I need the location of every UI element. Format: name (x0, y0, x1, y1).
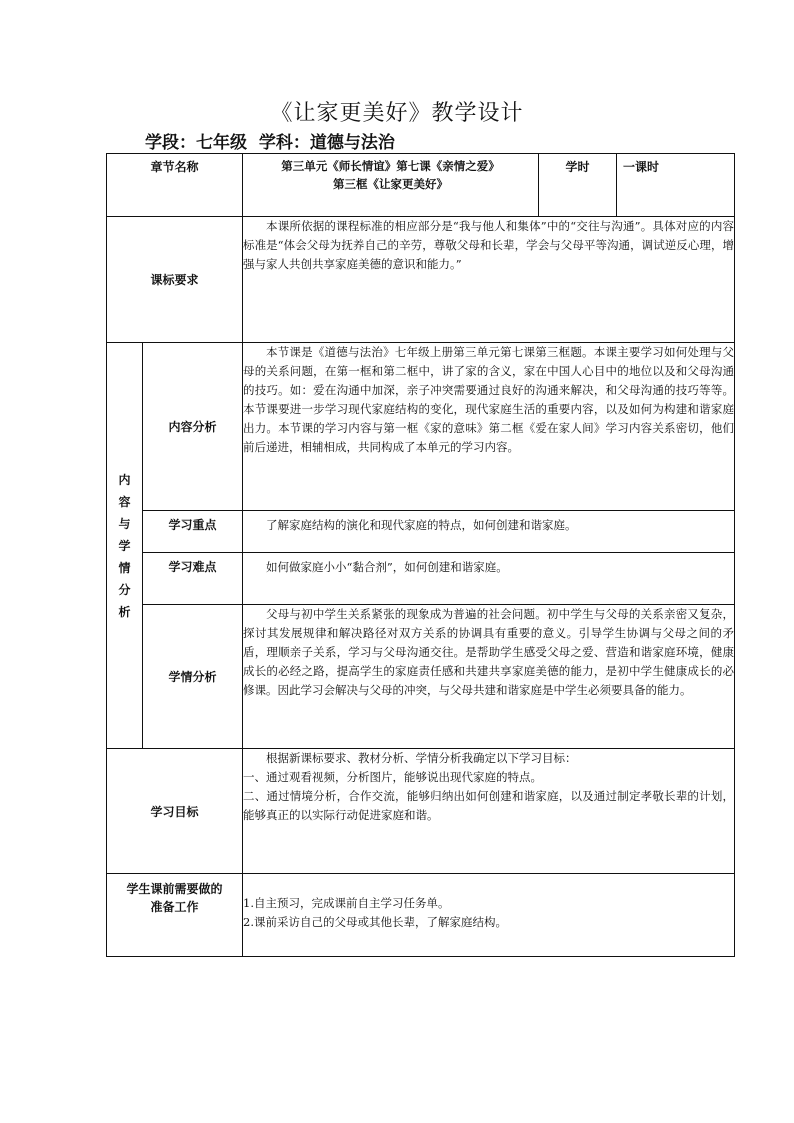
lesson-design-table (106, 153, 735, 957)
prep-item-2: 2.课前采访自己的父母或其他长辈，了解家庭结构。 (243, 915, 507, 929)
subject-label: 学科：道德与法治 (258, 133, 395, 153)
prep-cell (243, 874, 735, 957)
content-row (107, 343, 735, 511)
prep-label-line-1: 学生课前需要做的 (126, 882, 223, 896)
subtitle (145, 128, 401, 153)
hours-value: 一课时 (617, 154, 735, 217)
chapter-row (107, 154, 735, 217)
prep-row (107, 874, 735, 957)
section-char: 与 (118, 516, 131, 531)
focus-cell (243, 511, 735, 553)
goals-item-2: 二、通过情境分析，合作交流，能够归纳出如何创建和谐家庭，以及通过制定孝敬长辈的计划，能够真正的以实际行动促进家庭和谐。 (243, 789, 735, 822)
learners-row (107, 605, 735, 749)
prep-item-1: 1.自主预习，完成课前自主学习任务单。 (243, 896, 450, 910)
difficulty-row (107, 553, 735, 605)
goals-cell (243, 749, 735, 874)
section-char: 容 (118, 494, 131, 509)
content-label: 内容分析 (143, 343, 243, 511)
hours-label: 学时 (539, 154, 617, 217)
prep-label-line-2: 准备工作 (150, 900, 199, 914)
focus-label: 学习重点 (143, 511, 243, 553)
document-title: 《让家更美好》教学设计 (270, 101, 524, 126)
goals-item-1: 一、通过观看视频，分析图片，能够说出现代家庭的特点。 (243, 770, 543, 784)
standard-text: 本课所依据的课程标准的相应部分是“我与他人和集体”中的“交往与沟通”。具体对应的内容标准是“体会父母为抚养自己的辛劳，尊敬父母和长辈，学会与父母平等沟通，调试逆反心理，增强与家人共创共享家庭美德的意识和能力。” (243, 219, 735, 271)
stage-label: 学段：七年级 (145, 133, 247, 153)
section-char: 析 (118, 604, 131, 619)
learners-label: 学情分析 (143, 605, 243, 749)
learners-cell (243, 605, 735, 749)
chapter-line-1: 第三单元《师长情谊》第七课《亲情之爱》 (281, 159, 500, 173)
section-char: 分 (118, 582, 131, 597)
content-text: 本节课是《道德与法治》七年级上册第三单元第七课第三框题。本课主要学习如何处理与父母的关系问题，在第一框和第二框中，讲了家的含义，家在中国人心目中的地位以及和父母沟通的技巧。如：爱在沟通中加深，亲子冲突需要通过良好的沟通来解决，和父母沟通的技巧等等。本节课要进一步学习现代家庭结构的变化，现代家庭生活的重要内容，以及如何为构建和谐家庭出力。本节课的学习内容与第一框《家的意味》第二框《爱在家人间》学习内容关系密切，他们前后递进，相辅相成，共同构成了本单元的学习内容。 (243, 345, 735, 454)
goals-label: 学习目标 (107, 749, 243, 874)
difficulty-label: 学习难点 (143, 553, 243, 605)
chapter-label: 章节名称 (107, 154, 243, 217)
content-cell (243, 343, 735, 511)
goals-row (107, 749, 735, 874)
standard-label: 课标要求 (107, 217, 243, 343)
learners-text: 父母与初中学生关系紧张的现象成为普遍的社会问题。初中学生与父母的关系亲密又复杂，探讨其发展规律和解决路径对双方关系的协调具有重要的意义。引导学生协调与父母之间的矛盾，理顺亲子关系，学习与父母沟通交往。是帮助学生感受父母之爱、营造和谐家庭环境，健康成长的必经之路，提高学生的家庭责任感和共建共享家庭美德的能力，是初中学生健康成长的必修课。因此学习会解决与父母的冲突，与父母共建和谐家庭是中学生必须要具备的能力。 (243, 607, 735, 697)
section-char: 情 (118, 560, 131, 575)
focus-text: 了解家庭结构的演化和现代家庭的特点，如何创建和谐家庭。 (266, 518, 577, 532)
section-char: 内 (118, 472, 131, 487)
section-label-vertical (107, 343, 143, 749)
chapter-value (243, 154, 539, 217)
goals-intro: 根据新课标要求、教材分析、学情分析我确定以下学习目标： (266, 751, 577, 765)
standard-cell (243, 217, 735, 343)
prep-label (107, 874, 243, 957)
difficulty-cell (243, 553, 735, 605)
focus-row (107, 511, 735, 553)
standard-row (107, 217, 735, 343)
section-char: 学 (118, 538, 131, 553)
chapter-line-2: 第三框《让家更美好》 (333, 177, 449, 191)
difficulty-text: 如何做家庭小小“黏合剂”，如何创建和谐家庭。 (266, 560, 508, 574)
